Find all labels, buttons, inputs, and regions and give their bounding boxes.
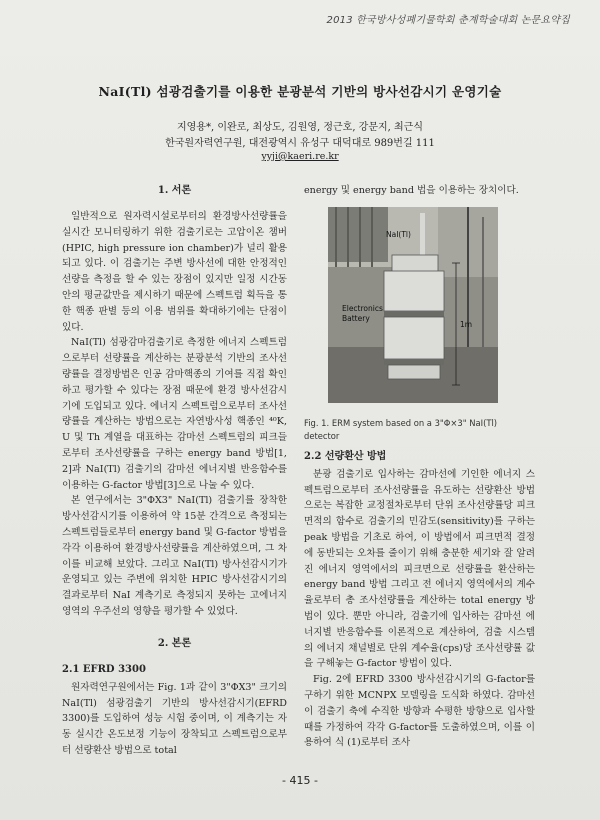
figure-caption: Fig. 1. ERM system based on a 3"Φ×3" NaI(Tl) detector: [304, 417, 498, 441]
figure-label-electronics: Electronics: [342, 303, 383, 313]
running-head: 2013 한국방사성폐기물학회 춘계학술대회 논문요약집: [326, 15, 570, 26]
intro-paragraph-3: 본 연구에서는 3"ΦX3" NaI(Tl) 검출기를 장착한 방사선감시기를 이용하여 약 15분 간격으로 측정되는 스펙트럼들로부터 energy band 및 G-factor 방법을 각각 이용하여 환경방사선량률을 계산하였으며, 그 차이를 비교해 보았다. 그리고 NaI(Tl) 방사선감시기가 운영되고 있는 주변에 위치한 HPIC 방사선감시기의 결과로부터 NaI 계측기로 측정되지 못하는 고에너지 영역의 우주선의 영향을 평가할 수 있었다.: [62, 495, 287, 617]
affiliation: 한국원자력연구원, 대전광역시 유성구 대덕대로 989번길 111: [165, 138, 435, 149]
intro-paragraph-1: 일반적으로 원자력시설로부터의 환경방사선량률을 실시간 모니터링하기 위한 검출기로는 고압이온 챔버(HPIC, high pressure ion chamber)가 널리 활용되고 있다. 이 검출기는 주변 방사선에 대한 안정적인 선량을 측정을 할 수 있는 장점이 있지만 일정 시간동안의 평균값만을 제시하기 때문에 스펙트럼 획득을 통한 핵종 판별 등의 이용 범위를 확대하기에는 단점이 있다.: [62, 211, 287, 333]
left-column: [62, 183, 287, 759]
continuation-text: energy 및 energy band 법을 이용하는 장치이다.: [304, 185, 519, 196]
efrd-paragraph: 원자력연구원에서는 Fig. 1과 같이 3"ΦX3" 크기의 NaI(Tl) 섬광검출기 기반의 방사선감시기(EFRD 3300)를 도입하여 성능 시험 중이며, 이 계측기는 자동 실시간 온도보정 기능이 장착되고 스펙트럼으로부터 선량환산 방법으로 total: [62, 681, 287, 756]
right-column: [304, 183, 535, 751]
figure-erm-photo: [328, 207, 498, 403]
figure-label-battery: Battery: [342, 313, 370, 323]
figure-label-height: 1m: [460, 319, 473, 329]
intro-paragraph-2: NaI(Tl) 섬광감마검출기로 측정한 에너지 스펙트럼으로부터 선량률을 계산하는 분광분석 기반의 조사선량률을 결정방법은 인공 감마핵종의 기여를 직접 확인하고 평가할 수 있다는 장점 때문에 환경 방사선감시기에 도입되고 있다. 에너지 스펙트럼으로부터 조사선량률을 계산하는 방법으로는 자연방사성 핵종인 ⁴⁰K, U 및 Th 계열을 대표하는 감마선 스펙트럼의 피크들로부터 조사선량률을 구하는 energy band 방법[1, 2]과 NaI(Tl) 검출기의 감마선 에너지별 반응함수를 이용하는 G-factor 방법[3]으로 나눌 수 있다.: [62, 337, 287, 491]
paper-title: NaI(Tl) 섬광검출기를 이용한 분광분석 기반의 방사선감시기 운영기술: [98, 84, 502, 99]
dose-paragraph-2: Fig. 2에 EFRD 3300 방사선감시기의 G-factor를 구하기 위한 MCNPX 모델링을 도식화 하였다. 감마선이 검출기 축에 수직한 방향과 수평한 방향으로 입사할 때를 가정하여 각각 G-factor를 도출하였으며, 이를 이용하여 식 (1)로부터 조사: [304, 674, 535, 749]
subsection-heading-dose-conversion: 2.2 선량환산 방법: [304, 450, 387, 462]
subsection-heading-efrd: 2.1 EFRD 3300: [62, 663, 146, 675]
section-heading-introduction: 1. 서론: [157, 185, 192, 196]
author-email: yyji@kaeri.re.kr: [261, 151, 339, 162]
dose-paragraph-1: 분광 검출기로 입사하는 감마선에 기인한 에너지 스펙트럼으로부터 조사선량률을 유도하는 선량환산 방법으로는 복잡한 교정절차로부터 단위 조사선량률당 피크면적의 함수로 검출기의 민감도(sensitivity)를 구하는 peak 방법을 기초로 하여, 이 방법에서 피크면적 결정에 동반되는 오차를 줄이기 위해 충분한 세기와 잘 알려진 에너지 영역에서의 피크면으로 선량률을 환산하는 energy band 방법 그리고 전 에너지 영역에서의 계수율로부터 총 조사선량률을 계산하는 total energy 방법이 있다. 뿐만 아니라, 검출기에 입사하는 감마선 에너지별 반응함수를 이론적으로 계산하여, 검출 시스템의 에너지 채널별로 단위 계수율(cps)당 조사선량률 값을 구해놓는 G-factor 방법이 있다.: [304, 468, 535, 670]
section-heading-body: 2. 본론: [157, 637, 192, 649]
author-list: 지영용*, 이완로, 최상도, 김원영, 정근호, 강문지, 최근식: [176, 122, 423, 133]
figure-label-nai: NaI(Tl): [386, 229, 411, 239]
page-number: - 415 -: [282, 774, 318, 787]
